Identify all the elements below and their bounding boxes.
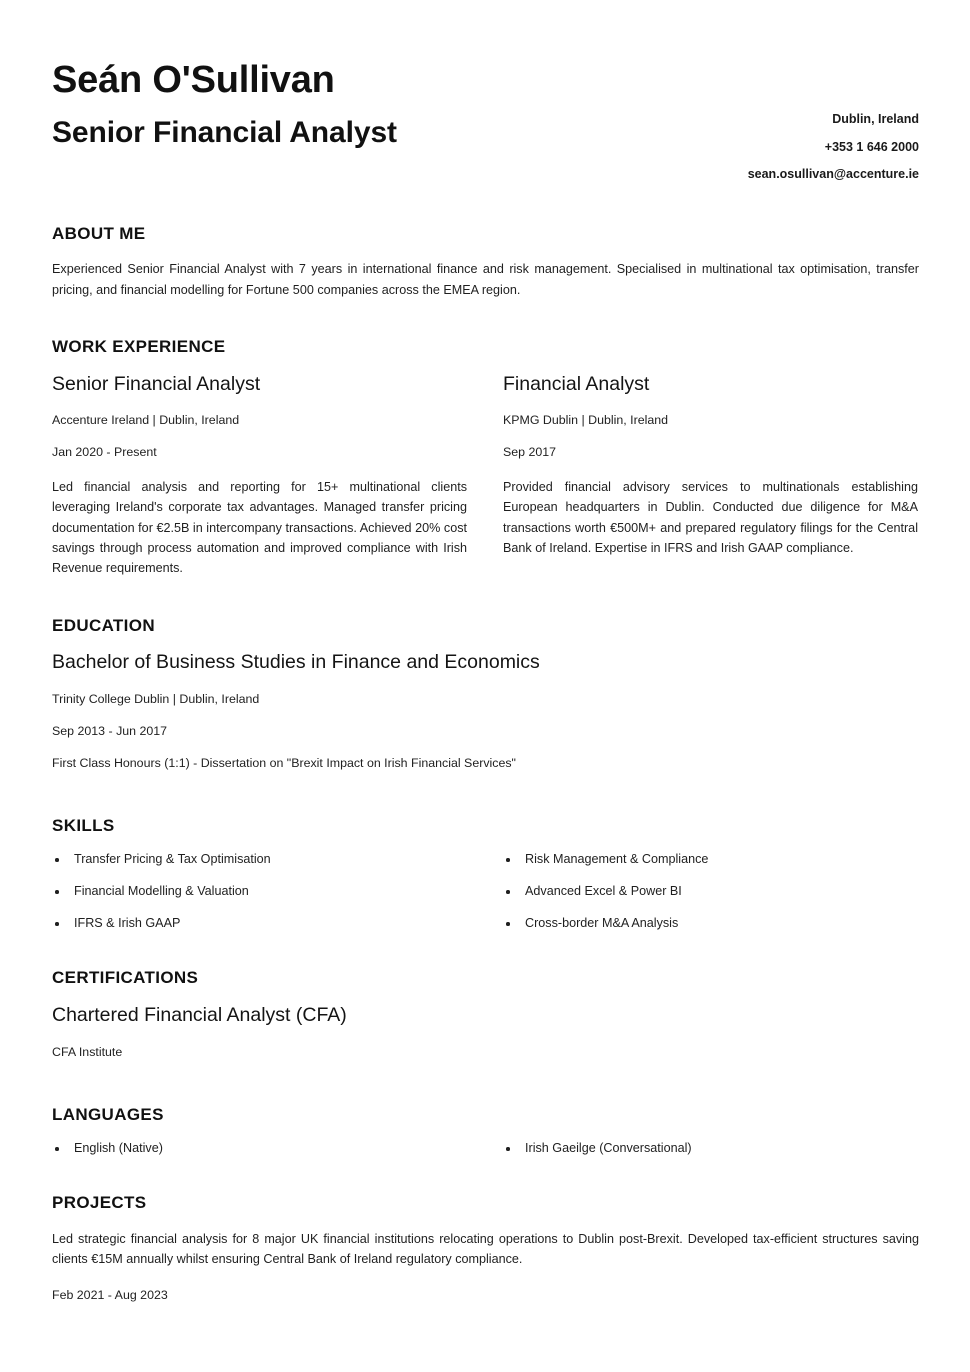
skill-label: Financial Modelling & Valuation bbox=[74, 884, 249, 899]
skills-column-left bbox=[52, 852, 467, 931]
work-dates: Sep 2017 bbox=[503, 444, 557, 459]
skill-item bbox=[52, 852, 467, 867]
resume-header bbox=[52, 56, 919, 181]
skill-item bbox=[52, 916, 467, 931]
language-label: English (Native) bbox=[74, 1141, 163, 1156]
spacer bbox=[52, 300, 919, 338]
skill-label: IFRS & Irish GAAP bbox=[74, 916, 181, 931]
bullet-icon bbox=[506, 890, 510, 894]
section-projects bbox=[52, 1194, 919, 1302]
section-title-work-experience: WORK EXPERIENCE bbox=[52, 336, 226, 356]
identity-block bbox=[52, 56, 397, 149]
work-role: Financial Analyst bbox=[503, 372, 650, 395]
skill-label: Transfer Pricing & Tax Optimisation bbox=[74, 852, 271, 867]
work-experience-columns bbox=[52, 373, 919, 579]
section-education bbox=[52, 617, 919, 771]
work-description: Led financial analysis and reporting for 15+ multinational clients leveraging Ireland's corporate tax advantages. Managed transfer pricing documentation for €2.5B in intercompany transactions. Achieved 20% cost savings through process automation and improved compliance with Irish Revenue requirements. bbox=[52, 479, 467, 576]
section-title-languages: LANGUAGES bbox=[52, 1105, 164, 1125]
education-description: First Class Honours (1:1) - Dissertation on "Brexit Impact on Irish Financial Services" bbox=[52, 755, 516, 770]
education-degree: Bachelor of Business Studies in Finance and Economics bbox=[52, 651, 540, 674]
project-entry bbox=[52, 1229, 919, 1303]
bullet-icon bbox=[55, 922, 59, 926]
certification-issuer: CFA Institute bbox=[52, 1044, 123, 1059]
section-title-projects: PROJECTS bbox=[52, 1193, 147, 1213]
bullet-icon bbox=[55, 890, 59, 894]
education-institution: Trinity College Dublin | Dublin, Ireland bbox=[52, 691, 260, 706]
section-title-skills: SKILLS bbox=[52, 816, 115, 836]
section-work-experience bbox=[52, 338, 919, 579]
work-company: KPMG Dublin | Dublin, Ireland bbox=[503, 413, 669, 428]
spacer bbox=[52, 1156, 919, 1194]
skill-label: Risk Management & Compliance bbox=[525, 852, 709, 867]
bullet-icon bbox=[55, 858, 59, 862]
skill-item bbox=[503, 884, 918, 899]
section-languages bbox=[52, 1106, 919, 1156]
section-title-education: EDUCATION bbox=[52, 615, 155, 635]
language-item bbox=[503, 1141, 918, 1156]
work-description: Provided financial advisory services to multinationals establishing European headquarters in Dublin. Conducted due diligence for M&A transactions worth €500M+ and prepared regulatory filings for the Central Bank of Ireland. Expertise in IFRS and Irish GAAP compliance. bbox=[503, 479, 918, 555]
section-about-me bbox=[52, 225, 919, 300]
candidate-headline: Senior Financial Analyst bbox=[52, 116, 397, 150]
contact-location: Dublin, Ireland bbox=[832, 112, 919, 126]
section-certifications bbox=[52, 969, 919, 1059]
skill-label: Advanced Excel & Power BI bbox=[525, 884, 682, 899]
work-role: Senior Financial Analyst bbox=[52, 372, 261, 395]
spacer bbox=[52, 1076, 919, 1106]
skills-columns bbox=[52, 852, 919, 931]
spacer bbox=[52, 579, 919, 617]
section-title-about-me: ABOUT ME bbox=[52, 223, 146, 243]
candidate-name: Seán O'Sullivan bbox=[52, 59, 335, 101]
project-dates: Feb 2021 - Aug 2023 bbox=[52, 1287, 168, 1302]
language-item bbox=[52, 1141, 467, 1156]
contact-block bbox=[748, 56, 919, 181]
skill-item bbox=[52, 884, 467, 899]
skill-item bbox=[503, 916, 918, 931]
bullet-icon bbox=[55, 1147, 59, 1151]
work-company: Accenture Ireland | Dublin, Ireland bbox=[52, 413, 240, 428]
certification-entry bbox=[52, 1004, 919, 1059]
work-entry bbox=[503, 373, 918, 579]
skill-item bbox=[503, 852, 918, 867]
language-label: Irish Gaeilge (Conversational) bbox=[525, 1141, 692, 1156]
contact-email[interactable]: sean.osullivan@accenture.ie bbox=[747, 167, 919, 181]
spacer bbox=[52, 931, 919, 969]
bullet-icon bbox=[506, 858, 510, 862]
education-entry bbox=[52, 651, 919, 770]
languages-columns bbox=[52, 1141, 919, 1156]
bullet-icon bbox=[506, 922, 510, 926]
spacer bbox=[52, 787, 919, 817]
project-description: Led strategic financial analysis for 8 major UK financial institutions relocating operations to Dublin post-Brexit. Developed tax-efficient structures saving clients €15M annually whilst ensuring Central Bank of Ireland regulatory compliance. bbox=[52, 1231, 919, 1267]
certification-name: Chartered Financial Analyst (CFA) bbox=[52, 1004, 347, 1027]
contact-phone: +353 1 646 2000 bbox=[824, 139, 919, 154]
about-me-text: Experienced Senior Financial Analyst with 7 years in international finance and risk management. Specialised in multinational tax optimisation, transfer pricing, and financial modelling for Fortune 500 companies across the EMEA region. bbox=[52, 262, 919, 297]
work-dates: Jan 2020 - Present bbox=[52, 444, 157, 459]
work-entry bbox=[52, 373, 467, 579]
section-title-certifications: CERTIFICATIONS bbox=[52, 968, 199, 988]
languages-column-left bbox=[52, 1141, 467, 1156]
skills-column-right bbox=[503, 852, 918, 931]
section-skills bbox=[52, 817, 919, 931]
languages-column-right bbox=[503, 1141, 918, 1156]
education-dates: Sep 2013 - Jun 2017 bbox=[52, 723, 168, 738]
bullet-icon bbox=[506, 1147, 510, 1151]
skill-label: Cross-border M&A Analysis bbox=[525, 916, 679, 931]
